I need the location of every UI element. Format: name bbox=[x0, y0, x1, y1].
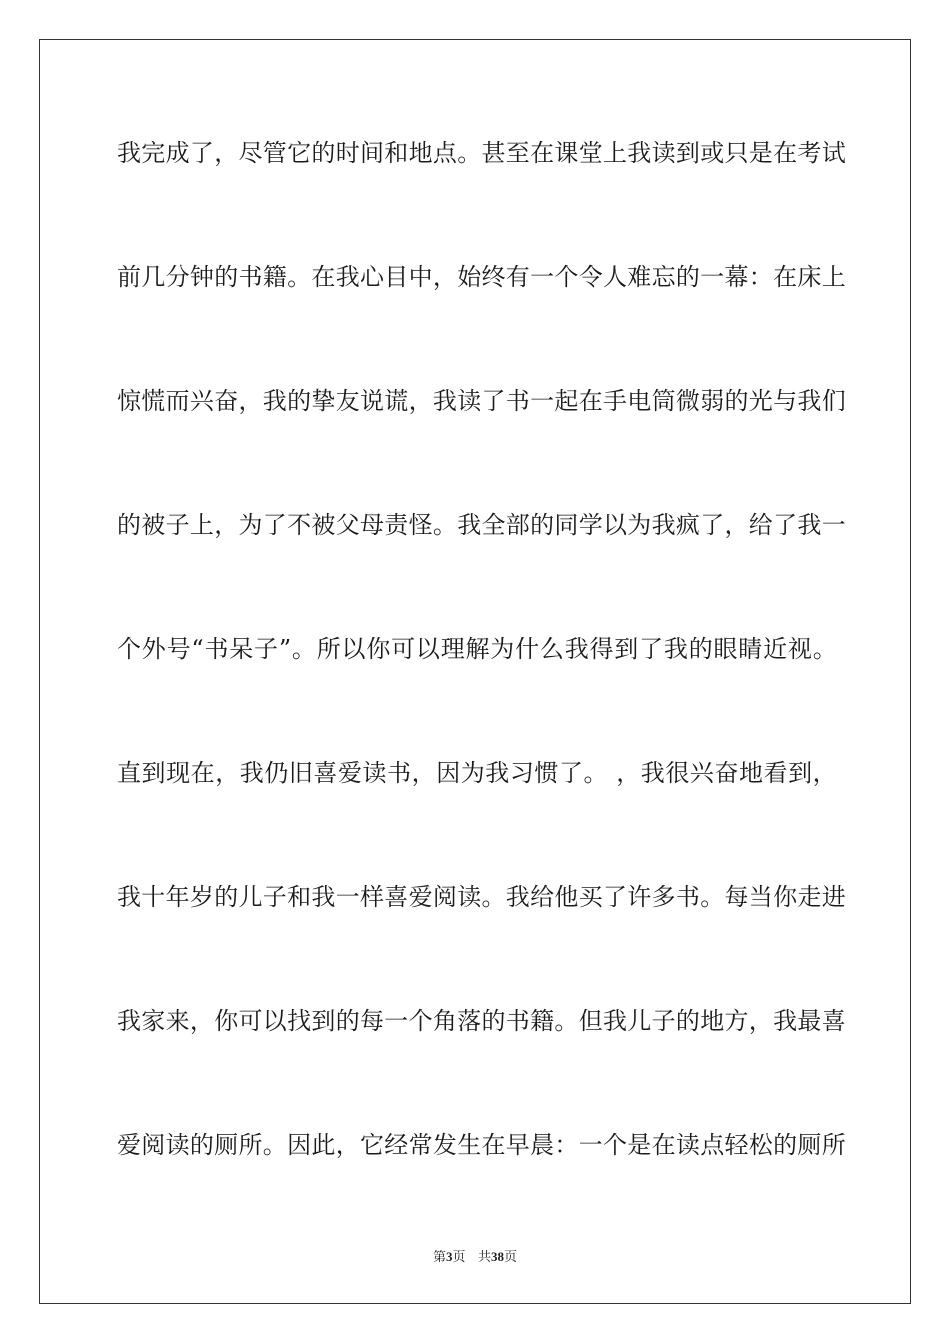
total-prefix: 共 bbox=[477, 1250, 491, 1265]
total-pages: 38 bbox=[490, 1249, 504, 1264]
text-line: 的被子上，为了不被父母责怪。我全部的同学以为我疯了，给了我一 bbox=[117, 511, 846, 539]
text-line: 惊慌而兴奋，我的挚友说谎，我读了书一起在手电筒微弱的光与我们 bbox=[117, 387, 846, 415]
page-prefix: 第 bbox=[433, 1250, 447, 1265]
total-suffix: 页 bbox=[503, 1250, 517, 1265]
page-footer bbox=[0, 1246, 950, 1265]
text-line: 我家来，你可以找到的每一个角落的书籍。但我儿子的地方，我最喜 bbox=[117, 1007, 846, 1035]
text-line: 我完成了，尽管它的时间和地点。甚至在课堂上我读到或只是在考试 bbox=[117, 139, 846, 167]
text-line: 个外号“书呆子”。所以你可以理解为什么我得到了我的眼睛近视。 bbox=[117, 635, 837, 663]
text-line: 直到现在，我仍旧喜爱读书，因为我习惯了。 ，我很兴奋地看到， bbox=[117, 759, 837, 787]
page-suffix: 页 bbox=[452, 1250, 466, 1265]
text-line: 我十年岁的儿子和我一样喜爱阅读。我给他买了许多书。每当你走进 bbox=[117, 883, 846, 911]
page-number: 3 bbox=[446, 1249, 453, 1264]
text-line: 前几分钟的书籍。在我心目中，始终有一个令人难忘的一幕：在床上 bbox=[117, 263, 846, 291]
body-text bbox=[117, 122, 846, 1238]
text-line: 爱阅读的厕所。因此，它经常发生在早晨：一个是在读点轻松的厕所 bbox=[117, 1131, 846, 1159]
